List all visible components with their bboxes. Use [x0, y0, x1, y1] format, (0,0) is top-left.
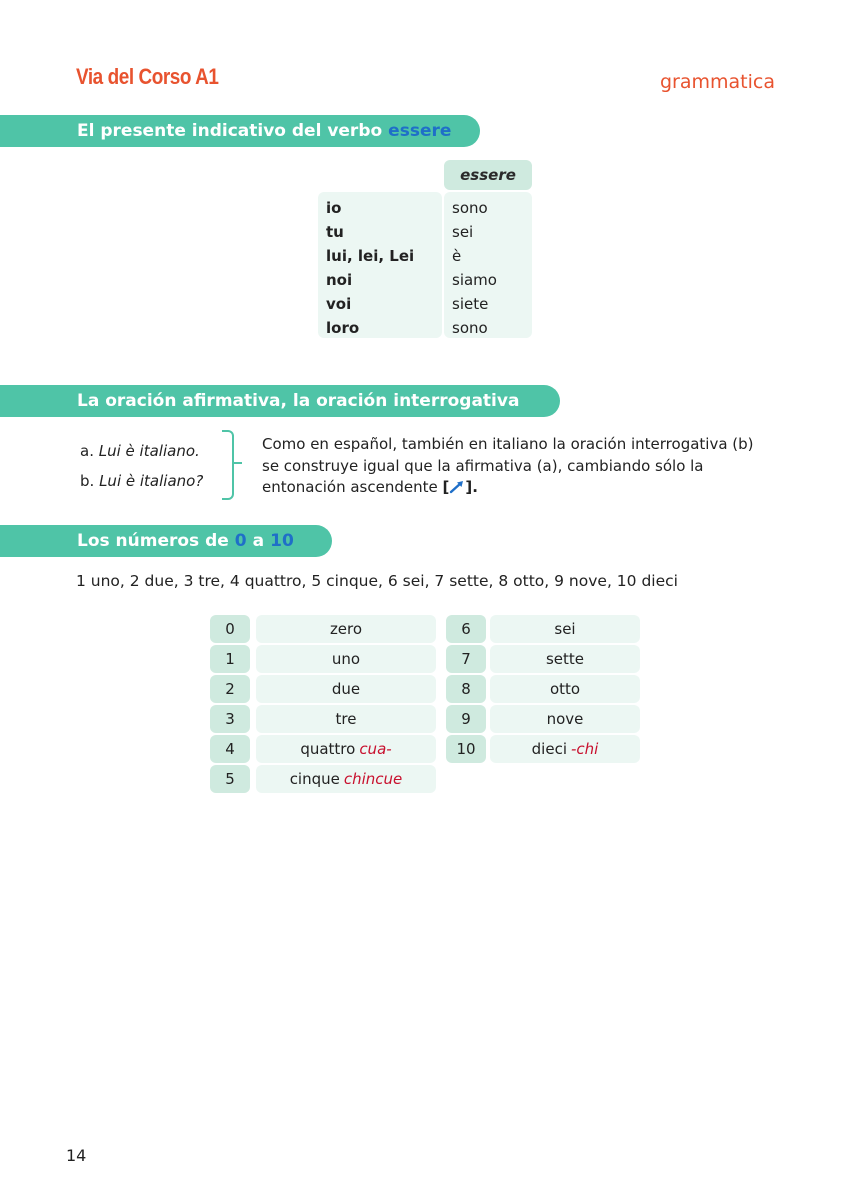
word-cell [490, 615, 640, 643]
curly-bracket-tip [234, 462, 242, 464]
section-tag: grammatica [660, 71, 775, 93]
rising-intonation-arrow-icon [449, 479, 465, 501]
number-connector: a [252, 531, 265, 551]
digit-cell: 7 [446, 645, 486, 673]
word-cell [490, 705, 640, 733]
section-heading-numbers [0, 525, 332, 557]
arrow-bracket-open: [ [442, 478, 450, 496]
digit-cell: 8 [446, 675, 486, 703]
section-heading-text: Los números de [77, 531, 229, 551]
section-heading-essere [0, 115, 480, 147]
digit-cell: 3 [210, 705, 250, 733]
digit-cell: 1 [210, 645, 250, 673]
arrow-bracket-close: ]. [465, 478, 478, 496]
section-heading-highlight: essere [388, 121, 452, 141]
word-cell [256, 765, 436, 793]
word-cell [490, 735, 640, 763]
number-word: otto [549, 680, 581, 698]
word-cell [490, 675, 640, 703]
verb-form-column [444, 192, 532, 338]
pronoun-cell: lui, lei, Lei [326, 247, 415, 265]
verb-form-cell: siamo [452, 271, 497, 289]
numbers-summary: 1 uno, 2 due, 3 tre, 4 quattro, 5 cinque, 6 sei, 7 sette, 8 otto, 9 nove, 10 dieci [76, 572, 678, 590]
word-cell [256, 645, 436, 673]
digit-cell: 6 [446, 615, 486, 643]
explanation-body: Como en español, también en italiano la oración interrogativa (b) se construye igual que la afirmativa (a), cambiando sólo la entonación ascendente [262, 435, 754, 496]
digit-cell: 10 [446, 735, 486, 763]
left-word-column [256, 615, 436, 795]
pronoun-cell: io [326, 199, 342, 217]
number-word: zero [329, 620, 363, 638]
example-b [80, 470, 203, 500]
verb-form-cell: sei [452, 223, 474, 241]
digit-cell: 4 [210, 735, 250, 763]
pronoun-cell: loro [326, 319, 360, 337]
pronunciation-hint: chincue [343, 770, 403, 788]
number-word: tre [335, 710, 357, 728]
section-heading-text: La oración afirmativa, la oración interrogativa [77, 391, 520, 411]
example-text: Lui è italiano? [99, 472, 204, 490]
pronunciation-hint: -chi [571, 740, 599, 758]
word-cell [490, 645, 640, 673]
digit-cell: 2 [210, 675, 250, 703]
right-digit-column [446, 615, 486, 765]
number-word: uno [331, 650, 361, 668]
section-heading-sentences [0, 385, 560, 417]
word-cell [256, 705, 436, 733]
example-label: b. [80, 472, 95, 490]
verb-form-cell: sono [452, 199, 488, 217]
left-digit-column [210, 615, 250, 795]
brand-logo: Via del Corso A1 [76, 64, 219, 89]
word-cell [256, 675, 436, 703]
verb-form-cell: è [452, 247, 462, 265]
digit-cell: 5 [210, 765, 250, 793]
number-word: nove [546, 710, 584, 728]
digit-cell: 9 [446, 705, 486, 733]
number-word: sette [545, 650, 585, 668]
verb-form-cell: sono [452, 319, 488, 337]
pronoun-cell: voi [326, 295, 352, 313]
pronoun-cell: tu [326, 223, 344, 241]
example-sentences [80, 440, 203, 500]
section-heading-text: El presente indicativo del verbo [77, 121, 383, 141]
example-text: Lui è italiano. [98, 442, 200, 460]
curly-bracket [222, 430, 234, 500]
verb-form-cell: siete [452, 295, 489, 313]
page-number: 14 [66, 1146, 87, 1165]
pronoun-column [318, 192, 442, 338]
digit-cell: 0 [210, 615, 250, 643]
number-word: dieci [531, 740, 567, 758]
pronoun-cell: noi [326, 271, 353, 289]
example-label: a. [80, 442, 94, 460]
example-a [80, 440, 203, 470]
conjugation-table-header: essere [444, 160, 532, 190]
number-word: cinque [289, 770, 340, 788]
number-word: sei [554, 620, 576, 638]
number-from: 0 [234, 531, 247, 551]
right-word-column [490, 615, 640, 765]
pronunciation-hint: cua- [359, 740, 392, 758]
number-to: 10 [270, 531, 294, 551]
number-word: quattro [300, 740, 356, 758]
number-word: due [331, 680, 361, 698]
explanation-text [262, 434, 762, 501]
word-cell [256, 735, 436, 763]
word-cell [256, 615, 436, 643]
